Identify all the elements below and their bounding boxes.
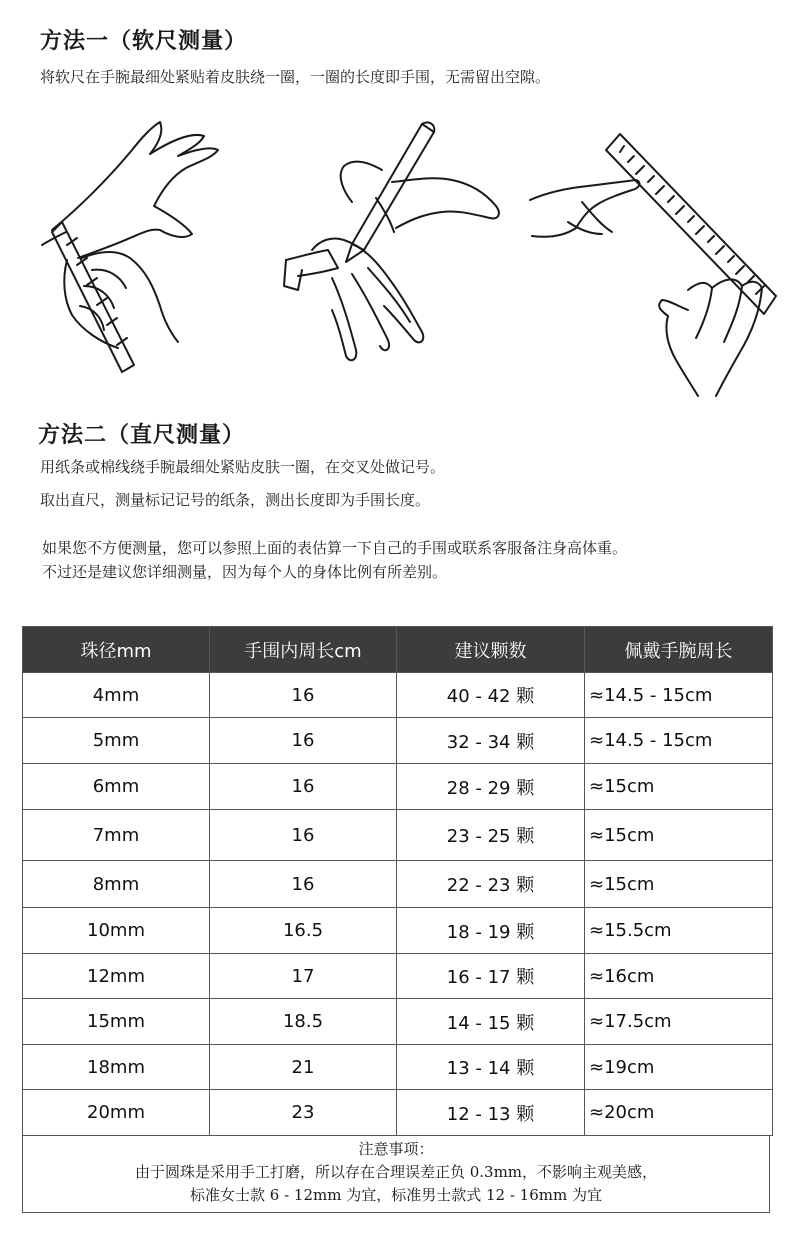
notes-line2: 标准女士款 6 - 12mm 为宜，标准男士款式 12 - 16mm 为宜 [190, 1186, 602, 1204]
size-table [22, 626, 773, 1136]
cell-suggested-count: 16 - 17 颗 [397, 954, 585, 999]
table-row [23, 764, 773, 810]
header-wrist-circumference: 佩戴手腕周长 [585, 627, 773, 673]
table-row [23, 1090, 773, 1136]
header-bead-diameter: 珠径mm [23, 627, 210, 673]
cell-wrist-circumference: ≈20cm [585, 1090, 773, 1136]
cell-suggested-count: 32 - 34 颗 [397, 718, 585, 764]
table-row [23, 718, 773, 764]
cell-inner-circumference: 16.5 [210, 908, 397, 954]
cell-inner-circumference: 16 [210, 718, 397, 764]
method2-step2: 取出直尺，测量标记记号的纸条，测出长度即为手围长度。 [40, 491, 431, 509]
cell-suggested-count: 18 - 19 颗 [397, 908, 585, 954]
table-row [23, 999, 773, 1045]
cell-bead-diameter: 18mm [23, 1045, 210, 1090]
cell-inner-circumference: 23 [210, 1090, 397, 1136]
cell-inner-circumference: 16 [210, 673, 397, 718]
cell-wrist-circumference: ≈15cm [585, 764, 773, 810]
method2-title: 方法二（直尺测量） [38, 423, 246, 448]
cell-suggested-count: 23 - 25 颗 [397, 810, 585, 861]
cell-suggested-count: 14 - 15 颗 [397, 999, 585, 1045]
cell-bead-diameter: 4mm [23, 673, 210, 718]
method1-title: 方法一（软尺测量） [40, 29, 248, 54]
cell-wrist-circumference: ≈16cm [585, 954, 773, 999]
tip-line2: 不过还是建议您详细测量，因为每个人的身体比例有所差别。 [42, 563, 448, 581]
method1-description: 将软尺在手腕最细处紧贴着皮肤绕一圈，一圈的长度即手围，无需留出空隙。 [40, 68, 551, 86]
cell-wrist-circumference: ≈15cm [585, 810, 773, 861]
cell-bead-diameter: 10mm [23, 908, 210, 954]
notes-box [22, 1135, 770, 1213]
cell-wrist-circumference: ≈15.5cm [585, 908, 773, 954]
table-row [23, 1045, 773, 1090]
table-header-row [23, 627, 773, 673]
table-row [23, 673, 773, 718]
ruler-measuring-icon [528, 110, 778, 400]
illustration-tape-wrap [22, 110, 262, 400]
cell-wrist-circumference: ≈15cm [585, 861, 773, 908]
tip-line1: 如果您不方便测量，您可以参照上面的表估算一下自己的手围或联系客服备注身高体重。 [42, 539, 628, 557]
hand-wrapping-tape-icon [22, 110, 262, 400]
cell-wrist-circumference: ≈14.5 - 15cm [585, 718, 773, 764]
cell-bead-diameter: 12mm [23, 954, 210, 999]
table-row [23, 954, 773, 999]
header-suggested-count: 建议颗数 [397, 627, 585, 673]
cell-bead-diameter: 5mm [23, 718, 210, 764]
method2-step1: 用纸条或棉线绕手腕最细处紧贴皮肤一圈，在交叉处做记号。 [40, 458, 446, 476]
cell-inner-circumference: 18.5 [210, 999, 397, 1045]
cell-inner-circumference: 21 [210, 1045, 397, 1090]
cell-wrist-circumference: ≈14.5 - 15cm [585, 673, 773, 718]
cell-bead-diameter: 20mm [23, 1090, 210, 1136]
cell-bead-diameter: 8mm [23, 861, 210, 908]
cell-wrist-circumference: ≈19cm [585, 1045, 773, 1090]
notes-title: 注意事项： [358, 1140, 434, 1158]
cell-suggested-count: 22 - 23 颗 [397, 861, 585, 908]
cell-wrist-circumference: ≈17.5cm [585, 999, 773, 1045]
table-row [23, 908, 773, 954]
cell-suggested-count: 12 - 13 颗 [397, 1090, 585, 1136]
illustration-paper-mark [272, 110, 512, 400]
cell-suggested-count: 40 - 42 颗 [397, 673, 585, 718]
hand-marking-paper-icon [272, 110, 512, 400]
cell-bead-diameter: 7mm [23, 810, 210, 861]
notes-line1: 由于圆珠是采用手工打磨，所以存在合理误差正负 0.3mm，不影响主观美感， [134, 1163, 658, 1181]
cell-inner-circumference: 16 [210, 810, 397, 861]
cell-inner-circumference: 16 [210, 861, 397, 908]
table-row [23, 861, 773, 908]
cell-inner-circumference: 17 [210, 954, 397, 999]
cell-bead-diameter: 15mm [23, 999, 210, 1045]
cell-inner-circumference: 16 [210, 764, 397, 810]
table-row [23, 810, 773, 861]
header-inner-circumference: 手围内周长cm [210, 627, 397, 673]
cell-suggested-count: 28 - 29 颗 [397, 764, 585, 810]
cell-bead-diameter: 6mm [23, 764, 210, 810]
illustration-ruler [528, 110, 778, 400]
cell-suggested-count: 13 - 14 颗 [397, 1045, 585, 1090]
